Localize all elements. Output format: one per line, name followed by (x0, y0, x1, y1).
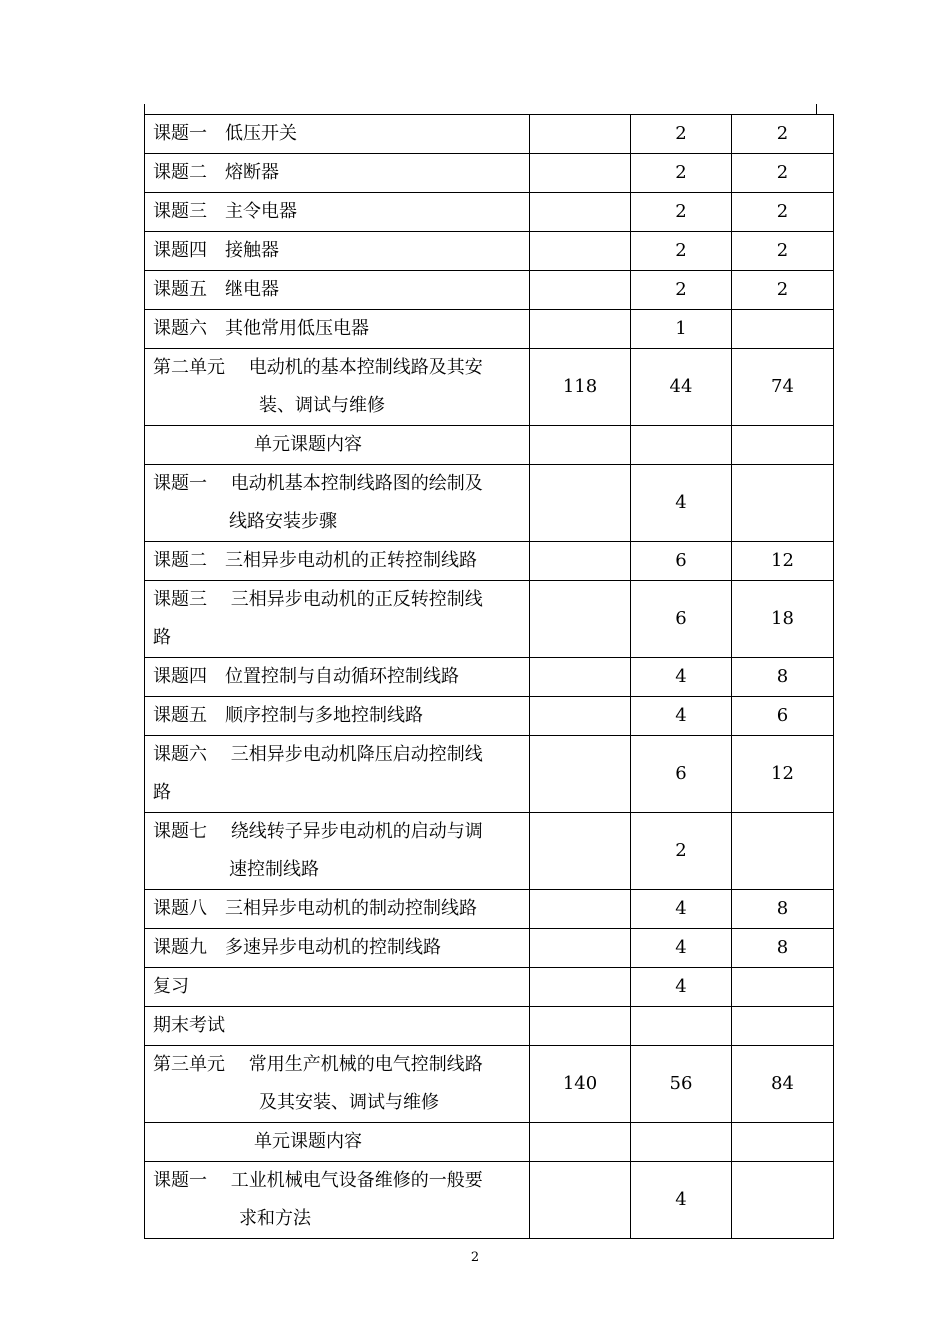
table-row (145, 1162, 834, 1239)
course-title-line-1: 课题三 三相异步电动机的正反转控制线 (153, 589, 483, 610)
table-top-edge-left (144, 104, 145, 114)
unit-title-line-2: 装、调试与维修 (259, 395, 385, 416)
section-heading-cell (145, 426, 530, 465)
theory-hours-cell: 6 (631, 736, 732, 813)
theory-hours-cell (631, 426, 732, 465)
total-hours-cell (530, 1007, 631, 1046)
theory-hours-cell: 4 (631, 697, 732, 736)
table-row (145, 890, 834, 929)
total-hours-cell (530, 813, 631, 890)
course-title-line-1: 课题六 三相异步电动机降压启动控制线 (153, 744, 483, 765)
course-title-cell (145, 736, 530, 813)
course-hours-table (144, 114, 834, 1239)
table-row (145, 813, 834, 890)
course-title-cell (145, 465, 530, 542)
course-title-cell: 课题四 接触器 (145, 232, 530, 271)
total-hours-cell (530, 465, 631, 542)
table-row (145, 658, 834, 697)
unit-title-line-1: 第三单元 常用生产机械的电气控制线路 (153, 1054, 483, 1075)
course-title-cell: 课题五 继电器 (145, 271, 530, 310)
theory-hours-cell: 4 (631, 1162, 732, 1239)
theory-hours-cell: 4 (631, 890, 732, 929)
section-heading-text: 单元课题内容 (254, 1131, 362, 1152)
practice-hours-cell: 2 (732, 271, 834, 310)
table-row (145, 349, 834, 426)
total-hours-cell (530, 310, 631, 349)
section-heading-cell (145, 1123, 530, 1162)
table-row (145, 1046, 834, 1123)
course-title-cell: 课题一 低压开关 (145, 115, 530, 154)
table-row (145, 581, 834, 658)
course-title-line-2: 路 (153, 627, 171, 648)
total-hours-cell (530, 581, 631, 658)
theory-hours-cell: 6 (631, 581, 732, 658)
total-hours-cell (530, 426, 631, 465)
practice-hours-cell (732, 310, 834, 349)
total-hours-cell (530, 271, 631, 310)
practice-hours-cell (732, 426, 834, 465)
course-title-cell (145, 813, 530, 890)
table-row (145, 929, 834, 968)
theory-hours-cell: 4 (631, 968, 732, 1007)
theory-hours-cell: 6 (631, 542, 732, 581)
total-hours-cell (530, 1123, 631, 1162)
total-hours-cell (530, 736, 631, 813)
practice-hours-cell (732, 465, 834, 542)
practice-hours-cell (732, 813, 834, 890)
table-row (145, 1123, 834, 1162)
practice-hours-cell: 18 (732, 581, 834, 658)
theory-hours-cell: 4 (631, 465, 732, 542)
practice-hours-cell: 6 (732, 697, 834, 736)
theory-hours-cell: 2 (631, 154, 732, 193)
course-title-cell: 课题四 位置控制与自动循环控制线路 (145, 658, 530, 697)
unit-title-line-1: 第二单元 电动机的基本控制线路及其安 (153, 357, 483, 378)
practice-hours-cell: 8 (732, 658, 834, 697)
practice-hours-cell (732, 968, 834, 1007)
course-title-cell (145, 1162, 530, 1239)
table-row (145, 1007, 834, 1046)
practice-hours-cell: 12 (732, 542, 834, 581)
practice-hours-cell: 12 (732, 736, 834, 813)
table-row (145, 542, 834, 581)
unit-title-line-2: 及其安装、调试与维修 (259, 1092, 439, 1113)
course-title-cell: 课题五 顺序控制与多地控制线路 (145, 697, 530, 736)
course-title-cell: 课题二 三相异步电动机的正转控制线路 (145, 542, 530, 581)
practice-hours-cell (732, 1123, 834, 1162)
course-title-line-2: 求和方法 (239, 1208, 311, 1229)
total-hours-cell (530, 1162, 631, 1239)
page-number: 2 (470, 1250, 480, 1265)
practice-hours-cell: 74 (732, 349, 834, 426)
course-title-line-2: 速控制线路 (229, 859, 319, 880)
practice-hours-cell: 2 (732, 232, 834, 271)
table-row (145, 232, 834, 271)
course-title-cell: 课题六 其他常用低压电器 (145, 310, 530, 349)
theory-hours-cell: 2 (631, 115, 732, 154)
table-row (145, 310, 834, 349)
practice-hours-cell: 84 (732, 1046, 834, 1123)
section-heading-text: 单元课题内容 (254, 434, 362, 455)
theory-hours-cell: 2 (631, 813, 732, 890)
course-title-cell: 课题八 三相异步电动机的制动控制线路 (145, 890, 530, 929)
table-row (145, 115, 834, 154)
table-row (145, 154, 834, 193)
table-row (145, 193, 834, 232)
course-title-cell: 复习 (145, 968, 530, 1007)
theory-hours-cell (631, 1007, 732, 1046)
table-row (145, 736, 834, 813)
total-hours-cell (530, 968, 631, 1007)
total-hours-cell (530, 697, 631, 736)
table-row (145, 465, 834, 542)
course-title-line-2: 线路安装步骤 (229, 511, 337, 532)
course-title-cell: 课题九 多速异步电动机的控制线路 (145, 929, 530, 968)
practice-hours-cell: 2 (732, 193, 834, 232)
table-row (145, 968, 834, 1007)
table-row (145, 697, 834, 736)
total-hours-cell (530, 232, 631, 271)
total-hours-cell (530, 193, 631, 232)
total-hours-cell (530, 115, 631, 154)
theory-hours-cell: 1 (631, 310, 732, 349)
practice-hours-cell (732, 1162, 834, 1239)
course-title-cell: 课题二 熔断器 (145, 154, 530, 193)
course-title-line-1: 课题七 绕线转子异步电动机的启动与调 (153, 821, 483, 842)
total-hours-cell (530, 154, 631, 193)
practice-hours-cell: 2 (732, 154, 834, 193)
table-top-edge-right (816, 104, 817, 114)
theory-hours-cell: 56 (631, 1046, 732, 1123)
total-hours-cell (530, 658, 631, 697)
course-title-line-2: 路 (153, 782, 171, 803)
table-row (145, 426, 834, 465)
theory-hours-cell: 2 (631, 232, 732, 271)
course-title-cell: 课题三 主令电器 (145, 193, 530, 232)
theory-hours-cell: 2 (631, 193, 732, 232)
unit-title-cell (145, 1046, 530, 1123)
theory-hours-cell: 2 (631, 271, 732, 310)
practice-hours-cell: 2 (732, 115, 834, 154)
theory-hours-cell: 4 (631, 658, 732, 697)
course-title-line-1: 课题一 电动机基本控制线路图的绘制及 (153, 473, 483, 494)
table-row (145, 271, 834, 310)
practice-hours-cell: 8 (732, 890, 834, 929)
theory-hours-cell: 4 (631, 929, 732, 968)
total-hours-cell (530, 890, 631, 929)
course-title-cell: 期末考试 (145, 1007, 530, 1046)
theory-hours-cell (631, 1123, 732, 1162)
total-hours-cell: 118 (530, 349, 631, 426)
practice-hours-cell (732, 1007, 834, 1046)
course-title-cell (145, 581, 530, 658)
total-hours-cell (530, 542, 631, 581)
practice-hours-cell: 8 (732, 929, 834, 968)
unit-title-cell (145, 349, 530, 426)
total-hours-cell (530, 929, 631, 968)
total-hours-cell: 140 (530, 1046, 631, 1123)
course-title-line-1: 课题一 工业机械电气设备维修的一般要 (153, 1170, 483, 1191)
theory-hours-cell: 44 (631, 349, 732, 426)
